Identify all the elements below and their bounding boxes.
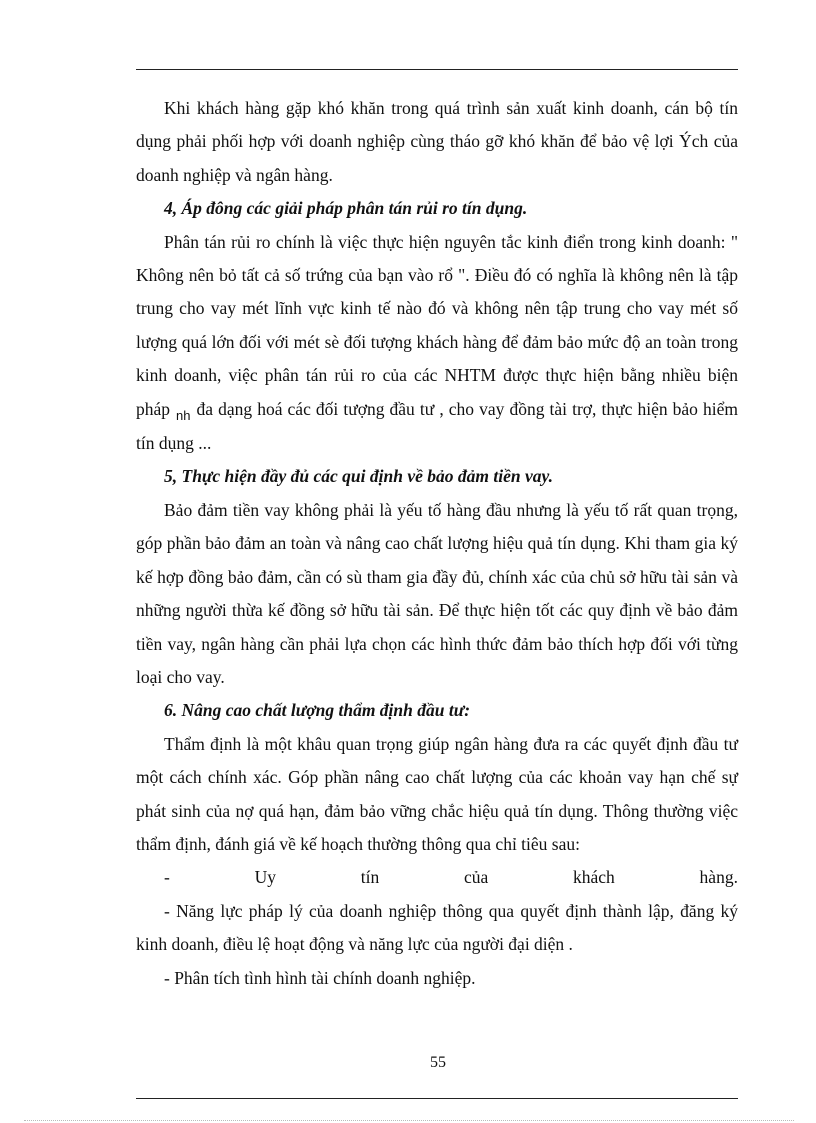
paragraph-risk-part-1: Phân tán rủi ro chính là việc thực hiện nguyên tắc kinh điển trong kinh doanh: " Không nên bỏ tất cả số trứng của bạn vào rổ ". Điều đó có nghĩa là không nên là tập trung cho vay mét lĩnh vực kinh tế nào đó và không nên tập trung cho vay mét số lượng quá lớn đối với mét sè đối tượng khách hàng để đảm bảo mức độ an toàn trong kinh doanh, việc phân tán rủi ro của các NHTM được thực hiện bằng nhiều biện pháp xyxy=(136,231,738,419)
heading-section-5: 5, Thực hiện đầy đủ các qui định về bảo đảm tiền vay. xyxy=(164,466,553,487)
inline-fragment: nh xyxy=(176,407,191,423)
bullet-legal-capacity: - Năng lực pháp lý của doanh nghiệp thông qua quyết định thành lập, đăng ký kinh doanh, điều lệ hoạt động và năng lực của người đại diện . xyxy=(136,900,738,955)
paragraph-customer-difficulty: Khi khách hàng gặp khó khăn trong quá trình sản xuất kinh doanh, cán bộ tín dụng phải phối hợp với doanh nghiệp cùng tháo gỡ khó khăn để bảo vệ lợi Ých của doanh nghiệp và ngân hàng. xyxy=(136,98,738,185)
bullet-word: tín xyxy=(360,867,380,888)
paragraph-loan-security: Bảo đảm tiền vay không phải là yếu tố hàng đầu nhưng là yếu tố rất quan trọng, góp phần bảo đảm an toàn và nâng cao chất lượng hiệu quả tín dụng. Khi tham gia ký kế hợp đồng bảo đảm, cần có sù tham gia đầy đủ, chính xác của chủ sở hữu tài sản và những người thừa kế đồng sở hữu tài sản. Để thực hiện tốt các quy định về bảo đảm tiền vay, ngân hàng cần phải lựa chọn các hình thức đảm bảo thích hợp đối với từng loại cho vay. xyxy=(136,499,738,687)
heading-section-4: 4, Áp đông các giải pháp phân tán rủi ro tín dụng. xyxy=(164,198,528,219)
bullet-word: hàng. xyxy=(699,867,738,888)
bullet-word: khách xyxy=(573,867,615,888)
heading-section-6: 6. Nâng cao chất lượng thẩm định đầu tư: xyxy=(164,700,471,721)
header-rule xyxy=(136,69,738,70)
paragraph-appraisal: Thẩm định là một khâu quan trọng giúp ngân hàng đưa ra các quyết định đầu tư một cách chính xác. Góp phần nâng cao chất lượng của các khoản vay hạn chế sự phát sinh của nợ quá hạn, đảm bảo vững chắc hiệu quả tín dụng. Thông thường việc thẩm định, đánh giá về kế hoạch thường thông qua chỉ tiêu sau: xyxy=(136,733,738,854)
footer-rule xyxy=(136,1098,738,1099)
document-body xyxy=(136,92,738,995)
bullet-word: Uy xyxy=(254,867,276,888)
bullet-word: của xyxy=(463,867,489,888)
paragraph-risk-part-2: đa dạng hoá các đối tượng đầu tư , cho vay đồng tài trợ, thực hiện bảo hiểm tín dụng ... xyxy=(136,398,738,454)
page-number: 55 xyxy=(430,1054,446,1071)
paragraph-risk-diversification xyxy=(136,226,738,461)
bullet-financial-analysis: - Phân tích tình hình tài chính doanh nghiệp. xyxy=(164,967,476,988)
bullet-customer-reputation xyxy=(136,861,738,894)
page-edge-dotted-line xyxy=(24,1120,794,1121)
bullet-word: - xyxy=(164,867,170,888)
